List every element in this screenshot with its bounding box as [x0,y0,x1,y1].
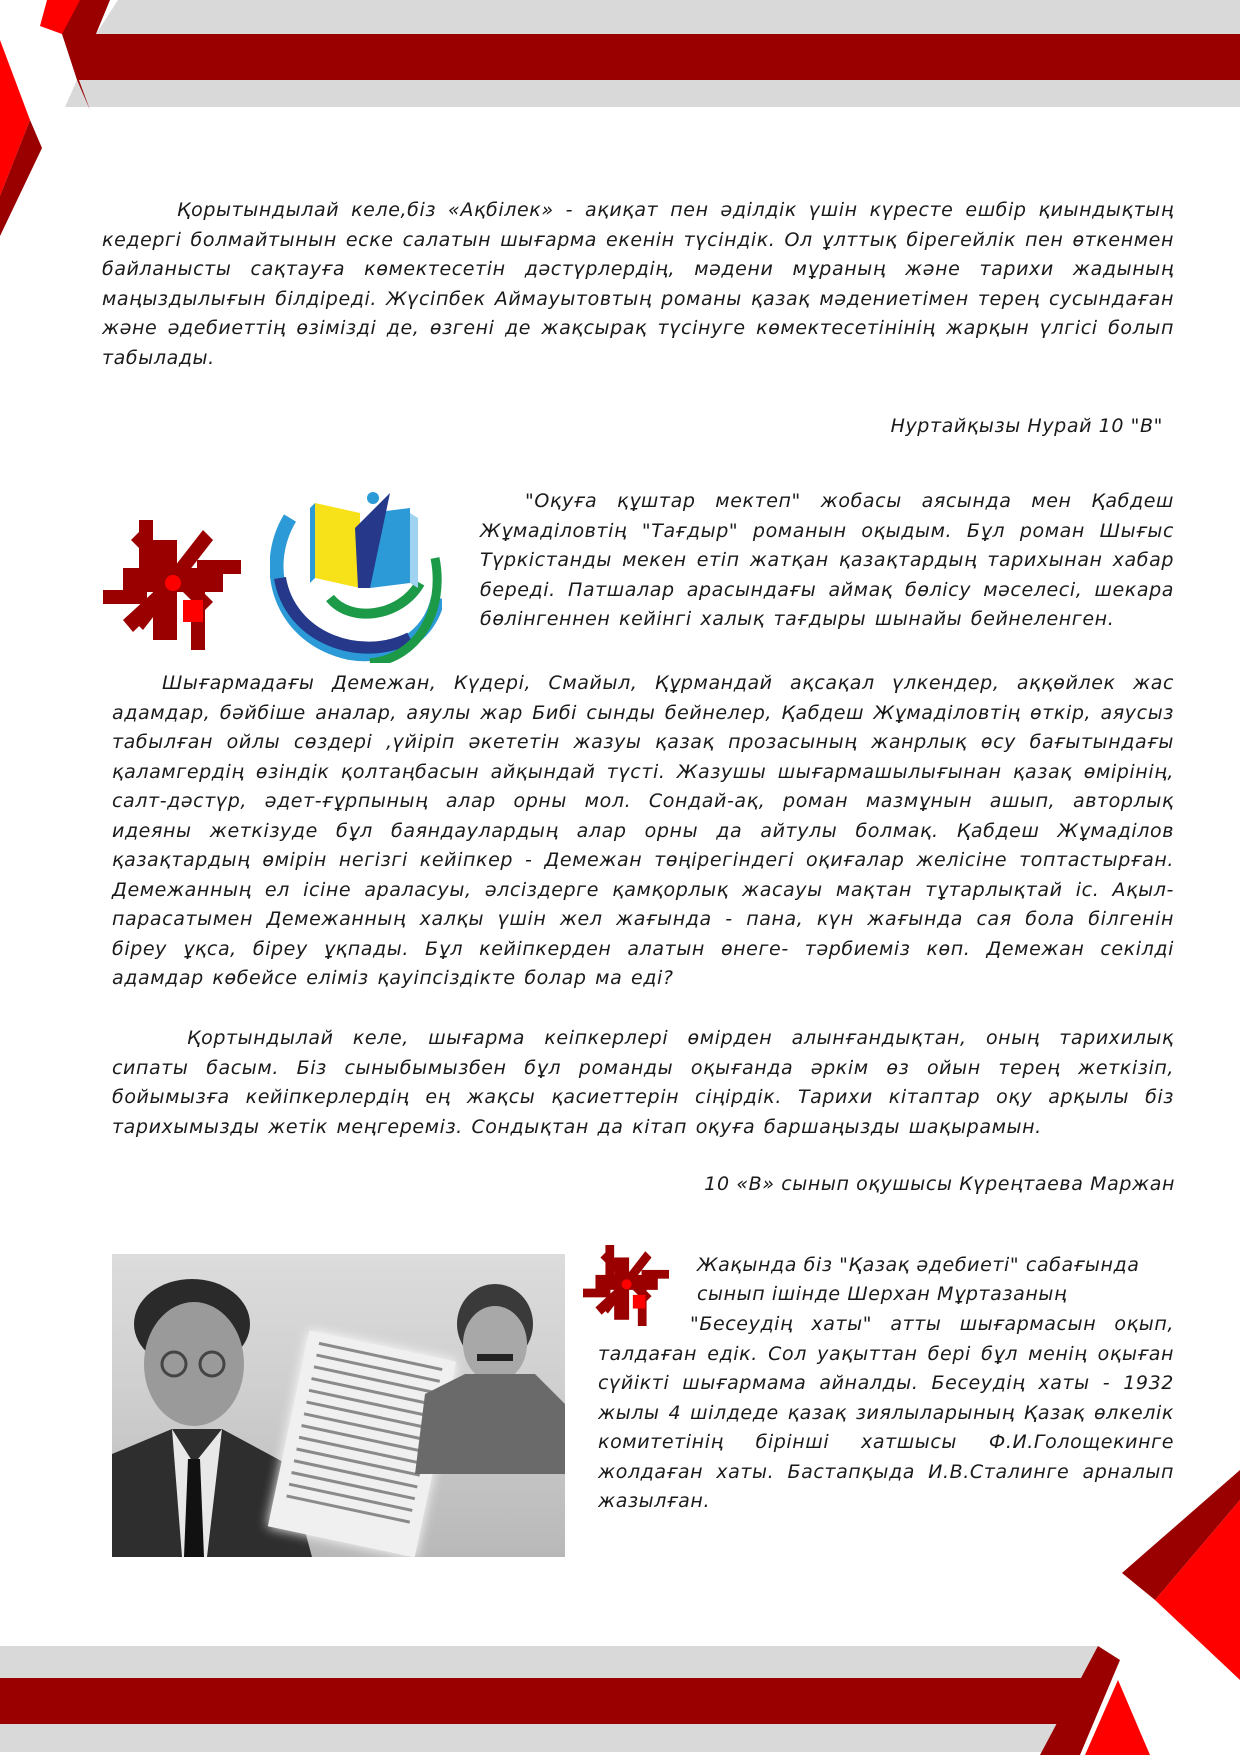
section3-body: "Бесеудің хаты" атты шығармасын оқып, талдаған едік. Сол уақыттан бері бұл менің оқыған сүйікті шығармама айналды. Бесеудің хаты - 1932 жылы 4 шілдеде қазақ зиялыларының Қазақ өлкелік комитетінің бірінші хатшысы Ф.И.Голощекинге жолдаған хаты. Бастапқыда И.В.Сталинге арналып жазылған. [598,1313,1174,1512]
reading-school-logo [270,488,442,663]
section3-line1: Жақында біз "Қазақ әдебиеті" сабағында [697,1254,1140,1276]
bottom-dark-red-band [0,1678,1083,1724]
section2-intro: "Оқуға құштар мектеп" жобасы аясында мен Қабдеш Жұмаділовтің "Тағдыр" романын оқыдым. Бұл роман Шығыс Түркістанды мекен етіп жатқан қазақтардың тарихынан хабар береді. Патшалар арасындағы аймақ бөлісу мәселесі, шекара бөлінгеннен кейінгі халық тағдыры шынайы бейнеленген. [480,490,1174,630]
top-gray-band-lower [65,80,1240,107]
portrait-right [415,1274,565,1474]
top-gray-band-upper [96,0,1240,34]
top-dark-red-band [62,34,1240,80]
section1-paragraph: Қорытындылай келе,біз «Ақбілек» - ақиқат пен әділдік үшін күресте ешбір қиындықтың кедергі болмайтынын еске салатын шығарма екенін түсіндік. Ол ұлттық бірегейлік пен өткенмен байланысты сақтауға көмектесетін дәстүрлердің, мәдени мұраның және тарихи жадының маңыздылығын білдіреді. Жүсіпбек Аймауытовтың романы қазақ мәдениетімен терең сусындаған және әдебиеттің өзімізді де, өзгені де жақсырақ түсінуге көмектесетінінің жарқын үлгісі болып табылады. [102,199,1174,369]
section3-line2: сынып ішінде Шерхан Мұртазаның [697,1283,1068,1305]
section2-signature: 10 «В» сынып оқушысы Күреңтаева Маржан [704,1173,1175,1195]
section1-signature: Нуртайқызы Нурай 10 "В" [890,415,1163,437]
bottom-gray-band-upper [0,1646,1098,1678]
section2-body: Шығармадағы Демежан, Күдері, Смайыл, Құрмандай ақсақал үлкендер, аққөйлек жас адамдар, бәйбіше аналар, аяулы жар Бибі сынды бейнелер, Қабдеш Жұмаділовтің өткір, аяусыз табылған ойлы сөздері ,үйіріп әкететін жазуы қазақ прозасының жанрлық өсу бағытындағы қаламгердің өзіндік қолтаңбасын айқындай түсті. Жазушы шығармашылығынан қазақ өмірінің, салт-дәстүр, әдет-ғұрпының алар орны мол. Сондай-ақ, роман мазмұнын ашып, авторлық идеяны жеткізуде бұл баяндаулардың алар орны да айтулы болмақ. Қабдеш Жұмаділов қазақтардың өмірін негізгі кейіпкер - Демежан төңірегіндегі оқиғалар желісіне топтастырған. Демежанның ел ісіне араласуы, әлсіздерге қамқорлық жасауы мақтан тұтарлықтай іс. Ақыл-парасатымен Демежанның халқы үшін жел жағында - пана, күн жағында сая бола білгенін біреу ұқса, біреу ұқпады. Бұл кейіпкерден алатын өнеге- тәрбиеміз көп. Демежан секілді адамдар көбейсе еліміз қауіпсіздікте болар ма еді? [112,672,1174,989]
red-ornament-icon [103,520,241,658]
section2-conclusion: Қортындылай келе, шығарма кеіпкерлері өмірден алынғандықтан, оның тарихилық сипаты басым. Біз сыныбымызбен бұл романды оқығанда әркім өз ойын терең жеткізіп, бойымызға кейіпкерлердің ең жақсы қасиеттерін сіңірдік. Тарихи кітаптар оқу арқылы біз тарихымызды жетік меңгереміз. Сондықтан да кітап оқуға баршаңызды шақырамын. [112,1027,1174,1138]
historical-collage-photo [112,1254,565,1557]
bottom-gray-band-lower [0,1724,1062,1752]
